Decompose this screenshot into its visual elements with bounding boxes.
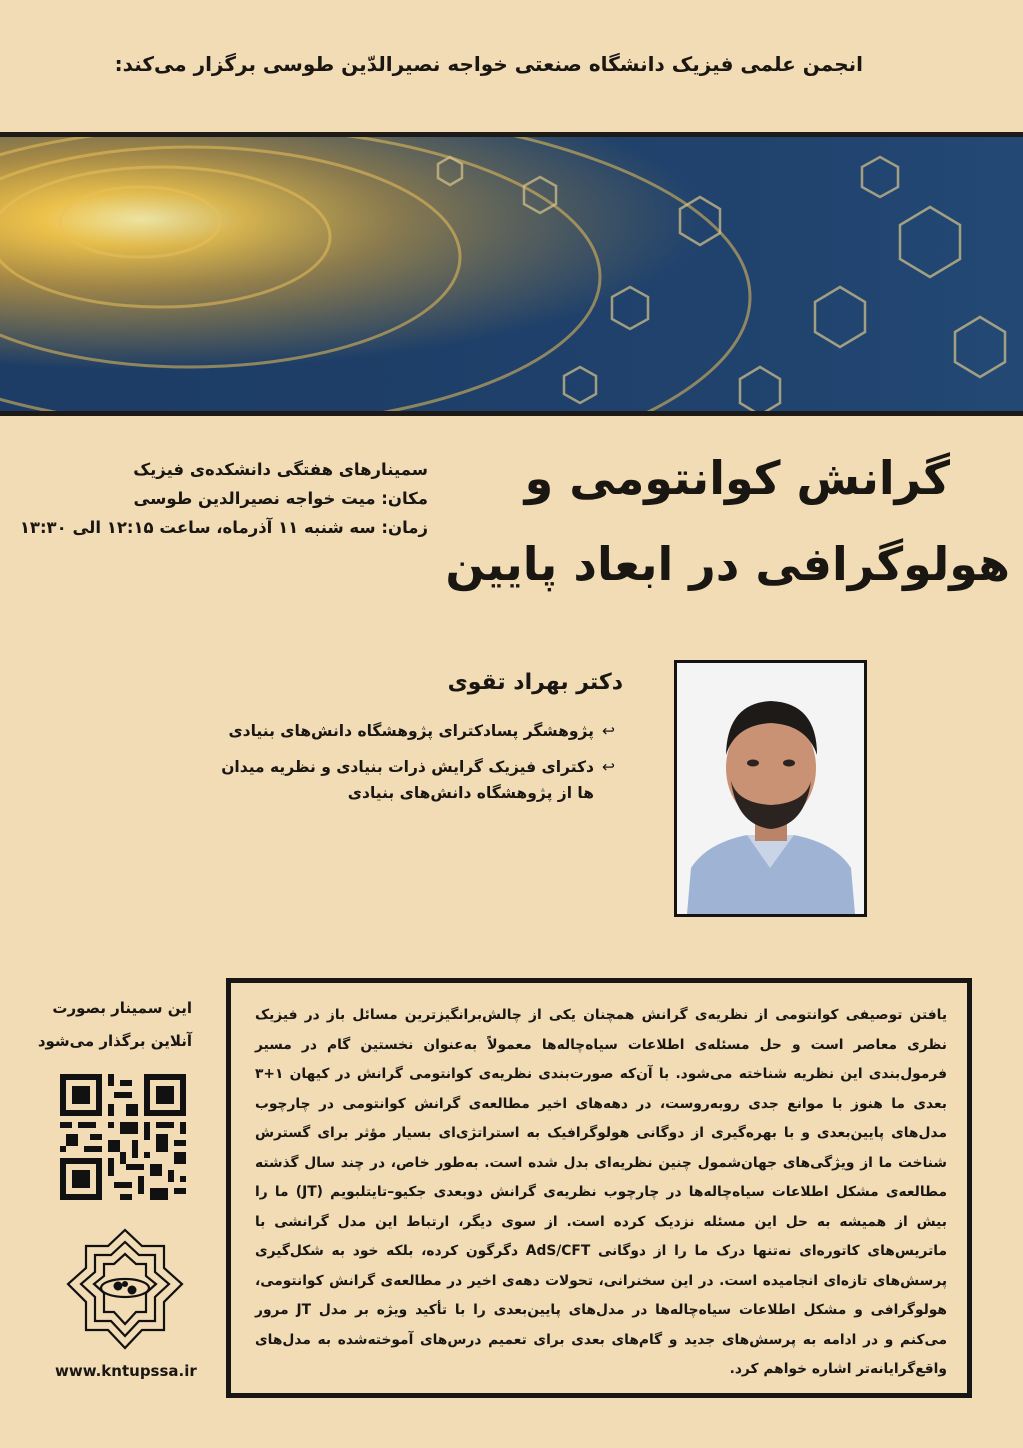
- online-note-line-1: این سمینار بصورت: [52, 999, 192, 1017]
- bio-item: [215, 754, 615, 806]
- speaker-photo: [674, 660, 867, 917]
- abstract-text: یافتن توصیفی کوانتومی از نظریه‌ی گرانش همچنان یکی از چالش‌برانگیزترین مسائل باز در فیزیک نظری معاصر است و حل مسئله‌ی اطلاعات سیاه‌چاله‌ها معمولاً به‌عنوان نخستین گام در مسیر فرمول‌بندی این نظریه شناخته می‌شود. با آن‌که صورت‌بندی نظریه‌ی کوانتومی گرانش در کیهان ۱+۳ بعدی ما هنوز با موانع جدی روبه‌روست، در دهه‌های اخیر مطالعه‌ی گرانش کوانتومی در چارچوب مدل‌های پایین‌بعدی و با بهره‌گیری از دوگانی هولوگرافیک به استراتژی‌ای بسیار مؤثر برای گسترش شناخت ما از ویژگی‌های جهان‌شمول چنین نظریه‌ای بدل شده است. به‌طور خاص، در چند سال گذشته مطالعه‌ی مشکل اطلاعات سیاه‌چاله‌ها در چارچوب نظریه‌ی گرانش دوبعدی جکیو–تایتلبویم (JT) ما را بیش از همیشه به حل این مسئله نزدیک کرده است. از سوی دیگر، ارتباط این مدل گرانشی با ماتریس‌های کاتوره‌ای نه‌تنها درک ما را از دوگانی AdS/CFT دگرگون کرده، بلکه خود به شکل‌گیری پرسش‌های تازه‌ای انجامیده است. در این سخنرانی، تحولات دهه‌ی اخیر در مطالعه‌ی گرانش کوانتومی، هولوگرافی و مشکل اطلاعات سیاه‌چاله‌ها در مدل‌های پایین‌بعدی را با تأکید ویژه بر مدل JT مرور می‌کنم و در ادامه به پرسش‌های جدید و گام‌های بعدی برای تعمیم درس‌های آموخته‌شده به مدل‌های واقع‌گرایانه‌تر اشاره خواهم کرد.: [255, 1007, 947, 1377]
- bio-item: [215, 718, 615, 744]
- online-note-line-2: آنلاین برگذار می‌شود: [37, 1032, 192, 1050]
- association-logo-icon: [60, 1226, 190, 1356]
- qr-code-icon[interactable]: [60, 1074, 186, 1200]
- website-link[interactable]: www.kntupssa.ir: [55, 1362, 197, 1380]
- bio-text: پژوهشگر پسادکترای پژوهشگاه دانش‌های بنیادی: [228, 722, 594, 740]
- arrow-bullet-icon: ↩: [602, 722, 615, 740]
- arrow-bullet-icon: ↩: [602, 758, 615, 776]
- title-line-1: گرانش کوانتومی و: [524, 451, 950, 505]
- title-line-2: هولوگرافی در ابعاد پایین: [445, 537, 1010, 591]
- online-note: [20, 992, 192, 1058]
- organizer-heading: انجمن علمی فیزیک دانشگاه صنعتی خواجه نصیرالدّین طوسی برگزار می‌کند:: [114, 52, 863, 76]
- talk-title: [330, 450, 1010, 594]
- speaker-name: دکتر بهراد تقوی: [447, 670, 623, 695]
- banner-artwork: [0, 132, 1023, 416]
- speaker-bio: [215, 718, 615, 816]
- seminar-time: زمان: سه شنبه ۱۱ آذرماه، ساعت ۱۲:۱۵ الی ۱۳:۳۰: [19, 518, 428, 537]
- seminar-place: مکان: میت خواجه نصیرالدین طوسی: [133, 489, 428, 508]
- seminar-series: سمینارهای هفتگی دانشکده‌ی فیزیک: [133, 460, 428, 479]
- bio-text: دکترای فیزیک گرایش ذرات بنیادی و نظریه میدان ها از پژوهشگاه دانش‌های بنیادی: [221, 758, 594, 802]
- abstract-box: [226, 978, 972, 1398]
